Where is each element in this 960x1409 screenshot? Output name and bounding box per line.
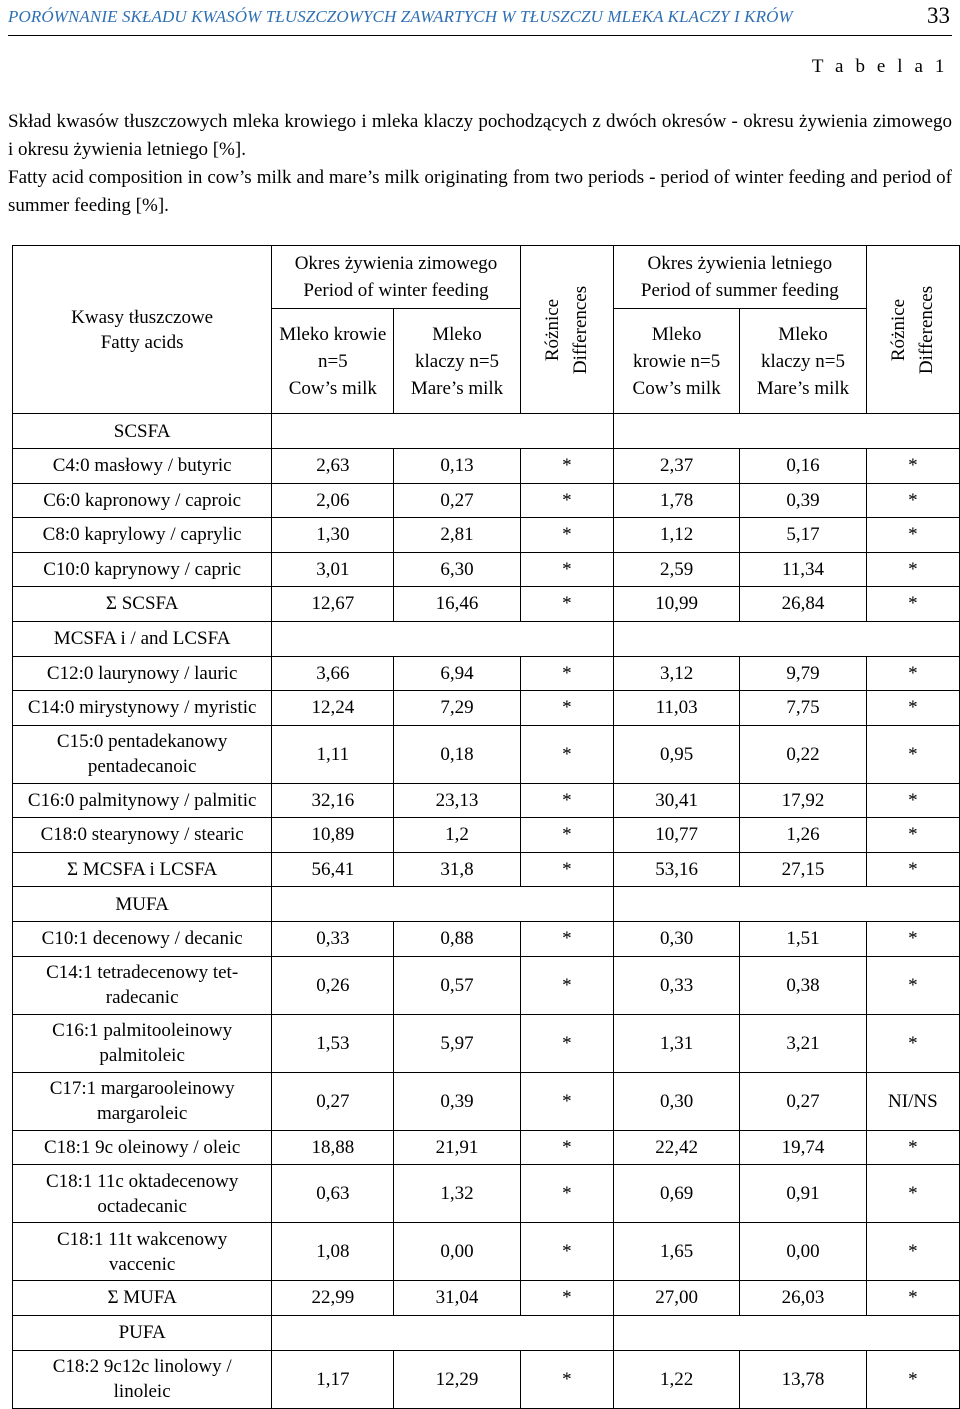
fatty-acid-label: C8:0 kaprylowy / caprylic: [42, 524, 242, 546]
page-header: [8, 3, 952, 36]
mare-winter-value: 0,39: [394, 1072, 520, 1130]
fatty-acid-label: C12:0 laurynowy / lauric: [46, 662, 238, 684]
mare-winter-value: 0,88: [394, 922, 520, 957]
empty-cell: [272, 1315, 614, 1350]
table-row: [13, 587, 960, 622]
section-label: MUFA: [13, 887, 272, 922]
empty-cell: [613, 414, 959, 449]
mare-summer-value: 1,26: [740, 818, 866, 853]
winter-difference: *: [520, 783, 613, 818]
winter-difference: *: [520, 956, 613, 1014]
table-row: [13, 483, 960, 518]
winter-period-pl: Okres żywienia zimowego: [294, 253, 498, 274]
fatty-acid-label: C18:1 9c oleinowy / oleic: [43, 1136, 241, 1158]
cow-summer-value: 30,41: [613, 783, 739, 818]
table-row: [13, 818, 960, 853]
cow-milk-winter-header: [272, 309, 394, 414]
fatty-acid-label: C16:0 palmitynowy / palmitic: [27, 789, 257, 811]
mare-summer-value: 0,22: [740, 725, 866, 783]
cow-milk-summer-header: [613, 309, 739, 414]
caption-polish: Skład kwasów tłuszczowych mleka krowiego i mleka klaczy pochodzących z dwóch okresów - okresu żywienia zimowego i okresu żywienia letniego [%].: [8, 111, 952, 160]
summer-difference: *: [866, 1223, 959, 1281]
table-row: [13, 922, 960, 957]
cow-winter-value: 2,63: [272, 449, 394, 484]
empty-cell: [613, 887, 959, 922]
fatty-acid-name: [13, 818, 272, 853]
summer-difference: *: [866, 783, 959, 818]
fatty-acid-label: C6:0 kapronowy / caproic: [43, 489, 242, 511]
section-label: SCSFA: [13, 414, 272, 449]
empty-cell: [272, 414, 614, 449]
cow-summer-value: 10,99: [613, 587, 739, 622]
winter-difference: *: [520, 552, 613, 587]
cow-winter-value: 3,01: [272, 552, 394, 587]
fatty-acid-name: [13, 725, 272, 783]
fatty-acid-name: [13, 587, 272, 622]
cow-summer-value: 2,59: [613, 552, 739, 587]
table-row: [13, 552, 960, 587]
cow-summer-value: 1,78: [613, 483, 739, 518]
mare-winter-value: 2,81: [394, 518, 520, 553]
cow-winter-value: 0,27: [272, 1072, 394, 1130]
table-row: [13, 1165, 960, 1223]
fatty-acid-name: [13, 656, 272, 691]
winter-difference: *: [520, 1350, 613, 1408]
fatty-acid-name: [13, 691, 272, 726]
empty-cell: [613, 1315, 959, 1350]
cow-summer-value: 1,22: [613, 1350, 739, 1408]
fatty-acids-header-en: Fatty acids: [100, 331, 184, 353]
cow-winter-value: 1,53: [272, 1014, 394, 1072]
fatty-acid-name: [13, 449, 272, 484]
subheader-line: Mleko krowie: [279, 323, 387, 345]
cow-winter-value: 32,16: [272, 783, 394, 818]
cow-winter-value: 1,11: [272, 725, 394, 783]
fatty-acid-label: C18:0 stearynowy / stearic: [40, 824, 244, 846]
cow-winter-value: 56,41: [272, 852, 394, 887]
subheader-line: Mleko: [432, 323, 482, 345]
table-row: [13, 449, 960, 484]
fatty-acid-label-cont: palmitoleic: [99, 1045, 185, 1066]
table-row: [13, 783, 960, 818]
table-row: [13, 691, 960, 726]
summer-difference: *: [866, 922, 959, 957]
summer-difference: *: [866, 818, 959, 853]
mare-summer-value: 9,79: [740, 656, 866, 691]
mare-summer-value: 26,03: [740, 1281, 866, 1316]
summer-period-pl: Okres żywienia letniego: [647, 253, 833, 274]
fatty-acid-name: [13, 922, 272, 957]
summer-difference: *: [866, 656, 959, 691]
mare-summer-value: 0,39: [740, 483, 866, 518]
cow-winter-value: 3,66: [272, 656, 394, 691]
summer-difference: *: [866, 725, 959, 783]
summer-difference: *: [866, 1281, 959, 1316]
mare-summer-value: 0,91: [740, 1165, 866, 1223]
summer-period-en: Period of summer feeding: [640, 280, 839, 301]
mare-winter-value: 31,04: [394, 1281, 520, 1316]
differences-header-winter: [520, 246, 613, 414]
cow-summer-value: 27,00: [613, 1281, 739, 1316]
table-row: [13, 1072, 960, 1130]
fatty-acid-name: [13, 552, 272, 587]
mare-winter-value: 0,13: [394, 449, 520, 484]
caption-english: Fatty acid composition in cow’s milk and mare’s milk originating from two periods - period of winter feeding and period of summer feeding [%].: [8, 167, 952, 216]
table-row: [13, 1350, 960, 1408]
fatty-acid-label: C17:1 margarooleinowy: [49, 1078, 235, 1099]
cow-winter-value: 1,30: [272, 518, 394, 553]
fatty-acid-name: [13, 1014, 272, 1072]
fatty-acid-label: C15:0 pentadekanowy: [56, 731, 228, 752]
empty-cell: [272, 621, 614, 656]
cow-winter-value: 1,08: [272, 1223, 394, 1281]
table-row: [13, 852, 960, 887]
cow-winter-value: 1,17: [272, 1350, 394, 1408]
fatty-acid-label-cont: linoleic: [113, 1381, 171, 1402]
section-row: [13, 414, 960, 449]
fatty-acid-label-cont: margaroleic: [96, 1103, 188, 1124]
table-row: [13, 1014, 960, 1072]
mare-summer-value: 13,78: [740, 1350, 866, 1408]
fatty-acid-label: C16:1 palmitooleinowy: [52, 1020, 233, 1041]
winter-difference: *: [520, 691, 613, 726]
subheader-line: krowie n=5: [633, 350, 721, 372]
subheader-line: Mare’s milk: [756, 377, 850, 399]
cow-winter-value: 22,99: [272, 1281, 394, 1316]
fatty-acid-name: [13, 1165, 272, 1223]
winter-difference: *: [520, 449, 613, 484]
fatty-acid-name: [13, 1072, 272, 1130]
summer-difference: *: [866, 852, 959, 887]
subheader-line: Mleko: [778, 323, 828, 345]
fatty-acid-label-cont: vaccenic: [108, 1253, 176, 1275]
summer-difference: *: [866, 518, 959, 553]
differences-label-pl: Różnice: [541, 298, 563, 361]
cow-winter-value: 0,33: [272, 922, 394, 957]
winter-period-header: [272, 246, 520, 309]
summer-difference: *: [866, 1014, 959, 1072]
mare-milk-summer-header: [740, 309, 866, 414]
cow-winter-value: 10,89: [272, 818, 394, 853]
winter-difference: *: [520, 587, 613, 622]
section-row: [13, 1315, 960, 1350]
subheader-line: n=5: [317, 350, 348, 372]
winter-difference: *: [520, 1130, 613, 1165]
mare-summer-value: 17,92: [740, 783, 866, 818]
subheader-line: Cow’s milk: [288, 377, 377, 399]
fatty-acid-label: Σ SCSFA: [105, 593, 179, 615]
fatty-acid-label: C14:0 mirystynowy / myristic: [27, 697, 257, 719]
winter-difference: *: [520, 725, 613, 783]
cow-winter-value: 0,63: [272, 1165, 394, 1223]
mare-winter-value: 0,18: [394, 725, 520, 783]
cow-summer-value: 0,69: [613, 1165, 739, 1223]
mare-summer-value: 1,51: [740, 922, 866, 957]
mare-winter-value: 1,32: [394, 1165, 520, 1223]
table-row: [13, 656, 960, 691]
fatty-acid-name: [13, 483, 272, 518]
summer-difference: *: [866, 691, 959, 726]
winter-difference: *: [520, 1072, 613, 1130]
cow-winter-value: 2,06: [272, 483, 394, 518]
cow-winter-value: 12,24: [272, 691, 394, 726]
subheader-line: Mare’s milk: [410, 377, 504, 399]
page-number: 33: [927, 3, 950, 28]
winter-difference: *: [520, 852, 613, 887]
cow-summer-value: 53,16: [613, 852, 739, 887]
mare-milk-winter-header: [394, 309, 520, 414]
subheader-line: klaczy n=5: [760, 350, 846, 372]
mare-summer-value: 19,74: [740, 1130, 866, 1165]
cow-summer-value: 0,95: [613, 725, 739, 783]
mare-winter-value: 6,30: [394, 552, 520, 587]
fatty-acid-name: [13, 956, 272, 1014]
mare-summer-value: 0,38: [740, 956, 866, 1014]
mare-winter-value: 7,29: [394, 691, 520, 726]
cow-summer-value: 1,31: [613, 1014, 739, 1072]
summer-difference: *: [866, 1165, 959, 1223]
table-row: [13, 725, 960, 783]
fatty-acid-label-cont: radecanic: [105, 987, 179, 1008]
mare-winter-value: 5,97: [394, 1014, 520, 1072]
differences-header-summer: [866, 246, 959, 414]
section-label: PUFA: [13, 1315, 272, 1350]
fatty-acid-name: [13, 1130, 272, 1165]
summer-difference: *: [866, 483, 959, 518]
table-label: T a b e l a 1: [811, 56, 948, 77]
fatty-acid-label-cont: pentadecanoic: [87, 756, 197, 777]
summer-difference: *: [866, 956, 959, 1014]
winter-difference: *: [520, 1014, 613, 1072]
winter-difference: *: [520, 518, 613, 553]
mare-winter-value: 23,13: [394, 783, 520, 818]
subheader-line: Mleko: [651, 323, 702, 345]
mare-winter-value: 21,91: [394, 1130, 520, 1165]
mare-summer-value: 0,27: [740, 1072, 866, 1130]
header-row: [13, 246, 960, 309]
mare-summer-value: 27,15: [740, 852, 866, 887]
running-title: PORÓWNANIE SKŁADU KWASÓW TŁUSZCZOWYCH ZAWARTYCH W TŁUSZCZU MLEKA KLACZY I KRÓW: [8, 7, 793, 26]
summer-period-header: [613, 246, 866, 309]
mare-winter-value: 0,27: [394, 483, 520, 518]
mare-summer-value: 3,21: [740, 1014, 866, 1072]
summer-difference: *: [866, 552, 959, 587]
mare-winter-value: 31,8: [394, 852, 520, 887]
summer-difference: *: [866, 1130, 959, 1165]
fatty-acid-label: C18:1 11t wakcenowy: [57, 1228, 228, 1250]
mare-winter-value: 16,46: [394, 587, 520, 622]
cow-summer-value: 22,42: [613, 1130, 739, 1165]
fatty-acids-header-pl: Kwasy tłuszczowe: [71, 306, 214, 328]
cow-summer-value: 0,30: [613, 1072, 739, 1130]
winter-difference: *: [520, 1281, 613, 1316]
subheader-line: Cow’s milk: [632, 377, 721, 399]
cow-winter-value: 12,67: [272, 587, 394, 622]
cow-winter-value: 0,26: [272, 956, 394, 1014]
empty-cell: [613, 621, 959, 656]
fatty-acid-name: [13, 518, 272, 553]
table-row: [13, 1223, 960, 1281]
mare-summer-value: 0,00: [740, 1223, 866, 1281]
fatty-acid-name: [13, 1223, 272, 1281]
summer-difference: *: [866, 1350, 959, 1408]
fatty-acid-label: C14:1 tetradecenowy tet-: [46, 962, 239, 983]
fatty-acid-label: C4:0 masłowy / butyric: [52, 455, 232, 477]
fatty-acid-name: [13, 1350, 272, 1408]
mare-winter-value: 6,94: [394, 656, 520, 691]
fatty-acid-label: C10:1 decenowy / decanic: [41, 928, 243, 950]
winter-period-en: Period of winter feeding: [303, 280, 489, 301]
summer-difference: *: [866, 449, 959, 484]
mare-winter-value: 12,29: [394, 1350, 520, 1408]
cow-summer-value: 0,33: [613, 956, 739, 1014]
differences-label-en: Differences: [915, 285, 937, 374]
cow-summer-value: 0,30: [613, 922, 739, 957]
winter-difference: *: [520, 483, 613, 518]
section-row: [13, 887, 960, 922]
mare-summer-value: 7,75: [740, 691, 866, 726]
cow-summer-value: 1,65: [613, 1223, 739, 1281]
table-row: [13, 956, 960, 1014]
mare-winter-value: 0,57: [394, 956, 520, 1014]
table-row: [13, 1281, 960, 1316]
differences-label-en: Differences: [569, 285, 591, 374]
fatty-acid-label: Σ MCSFA i LCSFA: [67, 858, 218, 880]
section-row: [13, 621, 960, 656]
fatty-acids-header: [13, 246, 272, 414]
mare-winter-value: 0,00: [394, 1223, 520, 1281]
cow-summer-value: 11,03: [613, 691, 739, 726]
fatty-acid-name: [13, 852, 272, 887]
subheader-line: klaczy n=5: [414, 350, 500, 372]
empty-cell: [272, 887, 614, 922]
cow-summer-value: 10,77: [613, 818, 739, 853]
mare-summer-value: 26,84: [740, 587, 866, 622]
differences-label-pl: Różnice: [887, 298, 909, 361]
fatty-acid-label: C18:1 11c oktadecenowy: [45, 1170, 239, 1192]
fatty-acid-label-cont: octadecanic: [97, 1195, 187, 1217]
fatty-acid-label: Σ MUFA: [107, 1287, 177, 1309]
winter-difference: *: [520, 1223, 613, 1281]
winter-difference: *: [520, 922, 613, 957]
fatty-acid-name: [13, 783, 272, 818]
mare-summer-value: 0,16: [740, 449, 866, 484]
fatty-acid-label: C18:2 9c12c linolowy /: [52, 1356, 232, 1377]
summer-difference: NI/NS: [866, 1072, 959, 1130]
cow-summer-value: 1,12: [613, 518, 739, 553]
winter-difference: *: [520, 818, 613, 853]
mare-summer-value: 11,34: [740, 552, 866, 587]
fatty-acid-name: [13, 1281, 272, 1316]
fatty-acid-table: [12, 245, 960, 1409]
cow-winter-value: 18,88: [272, 1130, 394, 1165]
mare-summer-value: 5,17: [740, 518, 866, 553]
winter-difference: *: [520, 1165, 613, 1223]
section-label: MCSFA i / and LCSFA: [13, 621, 272, 656]
summer-difference: *: [866, 587, 959, 622]
cow-summer-value: 2,37: [613, 449, 739, 484]
table-row: [13, 1130, 960, 1165]
table-row: [13, 518, 960, 553]
cow-summer-value: 3,12: [613, 656, 739, 691]
table-body: [13, 414, 960, 1409]
mare-winter-value: 1,2: [394, 818, 520, 853]
winter-difference: *: [520, 656, 613, 691]
fatty-acid-label: C10:0 kaprynowy / capric: [43, 558, 242, 580]
